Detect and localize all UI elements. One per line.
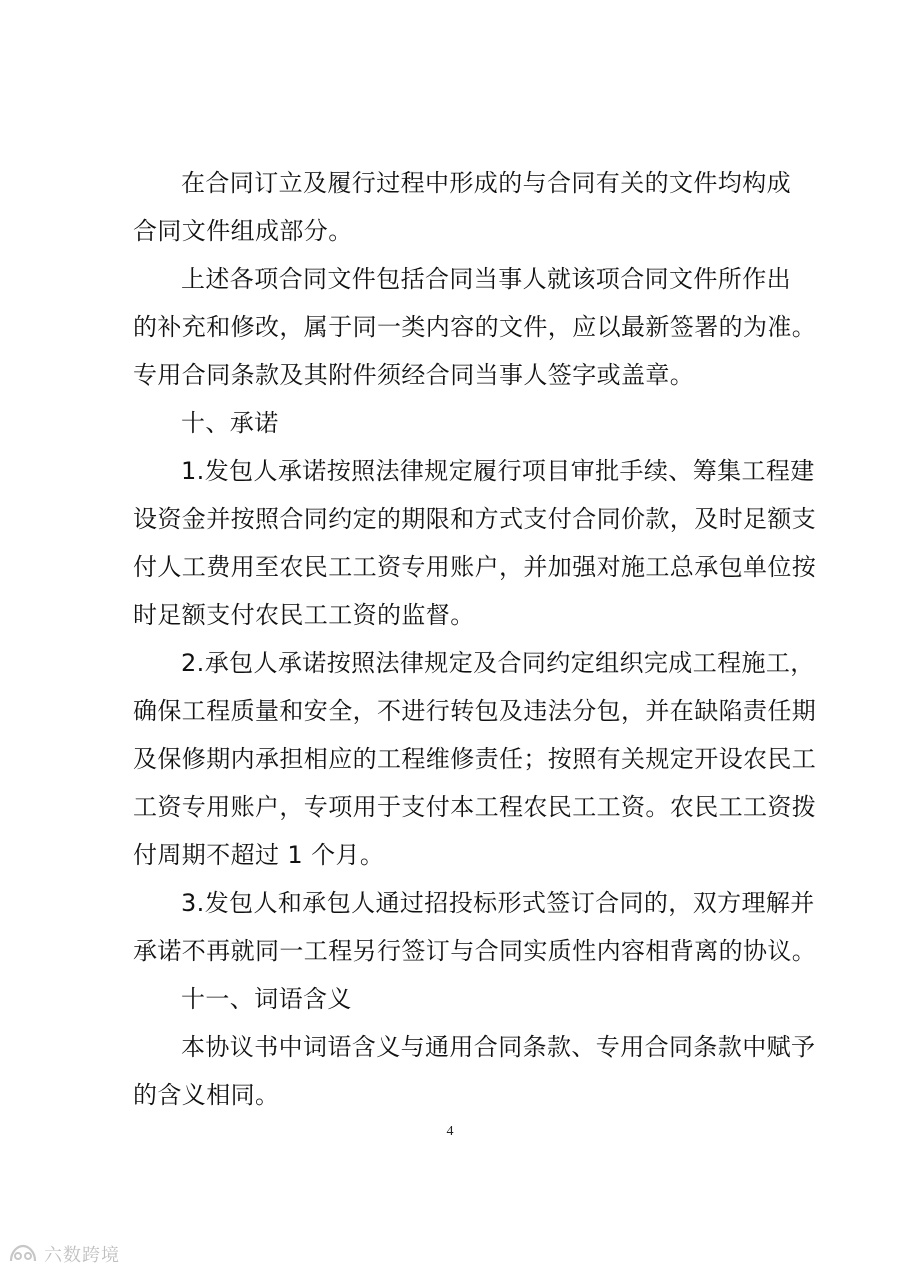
- paragraph-line: 的含义相同。: [133, 1081, 280, 1109]
- paragraph-line: 本协议书中词语含义与通用合同条款、专用合同条款中赋予: [181, 1033, 816, 1061]
- paragraph-line: 3.发包人和承包人通过招投标形式签订合同的，双方理解并: [181, 889, 815, 917]
- paragraph-line: 2.承包人承诺按照法律规定及合同约定组织完成工程施工，: [181, 649, 815, 677]
- section-heading-definitions: 十一、词语含义: [181, 985, 352, 1013]
- paragraph-line: 确保工程质量和安全，不进行转包及违法分包，并在缺陷责任期: [133, 697, 817, 725]
- paragraph-line: 1.发包人承诺按照法律规定履行项目审批手续、筹集工程建: [181, 457, 815, 485]
- watermark-text: 六数跨境: [44, 1245, 120, 1266]
- paragraph-line: 在合同订立及履行过程中形成的与合同有关的文件均构成: [181, 169, 791, 197]
- paragraph-line: 合同文件组成部分。: [133, 217, 353, 245]
- paragraph-line: 付人工费用至农民工工资专用账户，并加强对施工总承包单位按: [133, 553, 817, 581]
- paragraph-line: 付周期不超过 1 个月。: [133, 841, 385, 869]
- paragraph-line: 设资金并按照合同约定的期限和方式支付合同价款，及时足额支: [133, 505, 817, 533]
- logo-icon: [8, 1243, 38, 1265]
- paragraph-line: 的补充和修改，属于同一类内容的文件，应以最新签署的为准。: [133, 313, 817, 341]
- paragraph-line: 工资专用账户，专项用于支付本工程农民工工资。农民工工资拨: [133, 793, 817, 821]
- paragraph-line: 承诺不再就同一工程另行签订与合同实质性内容相背离的协议。: [133, 937, 817, 965]
- paragraph-line: 及保修期内承担相应的工程维修责任；按照有关规定开设农民工: [133, 745, 817, 773]
- section-heading-commitments: 十、承诺: [181, 409, 279, 437]
- paragraph-line: 专用合同条款及其附件须经合同当事人签字或盖章。: [133, 361, 695, 389]
- paragraph-line: 上述各项合同文件包括合同当事人就该项合同文件所作出: [181, 265, 791, 293]
- paragraph-line: 时足额支付农民工工资的监督。: [133, 601, 475, 629]
- page-number: 4: [446, 1124, 454, 1139]
- watermark: [8, 1240, 120, 1268]
